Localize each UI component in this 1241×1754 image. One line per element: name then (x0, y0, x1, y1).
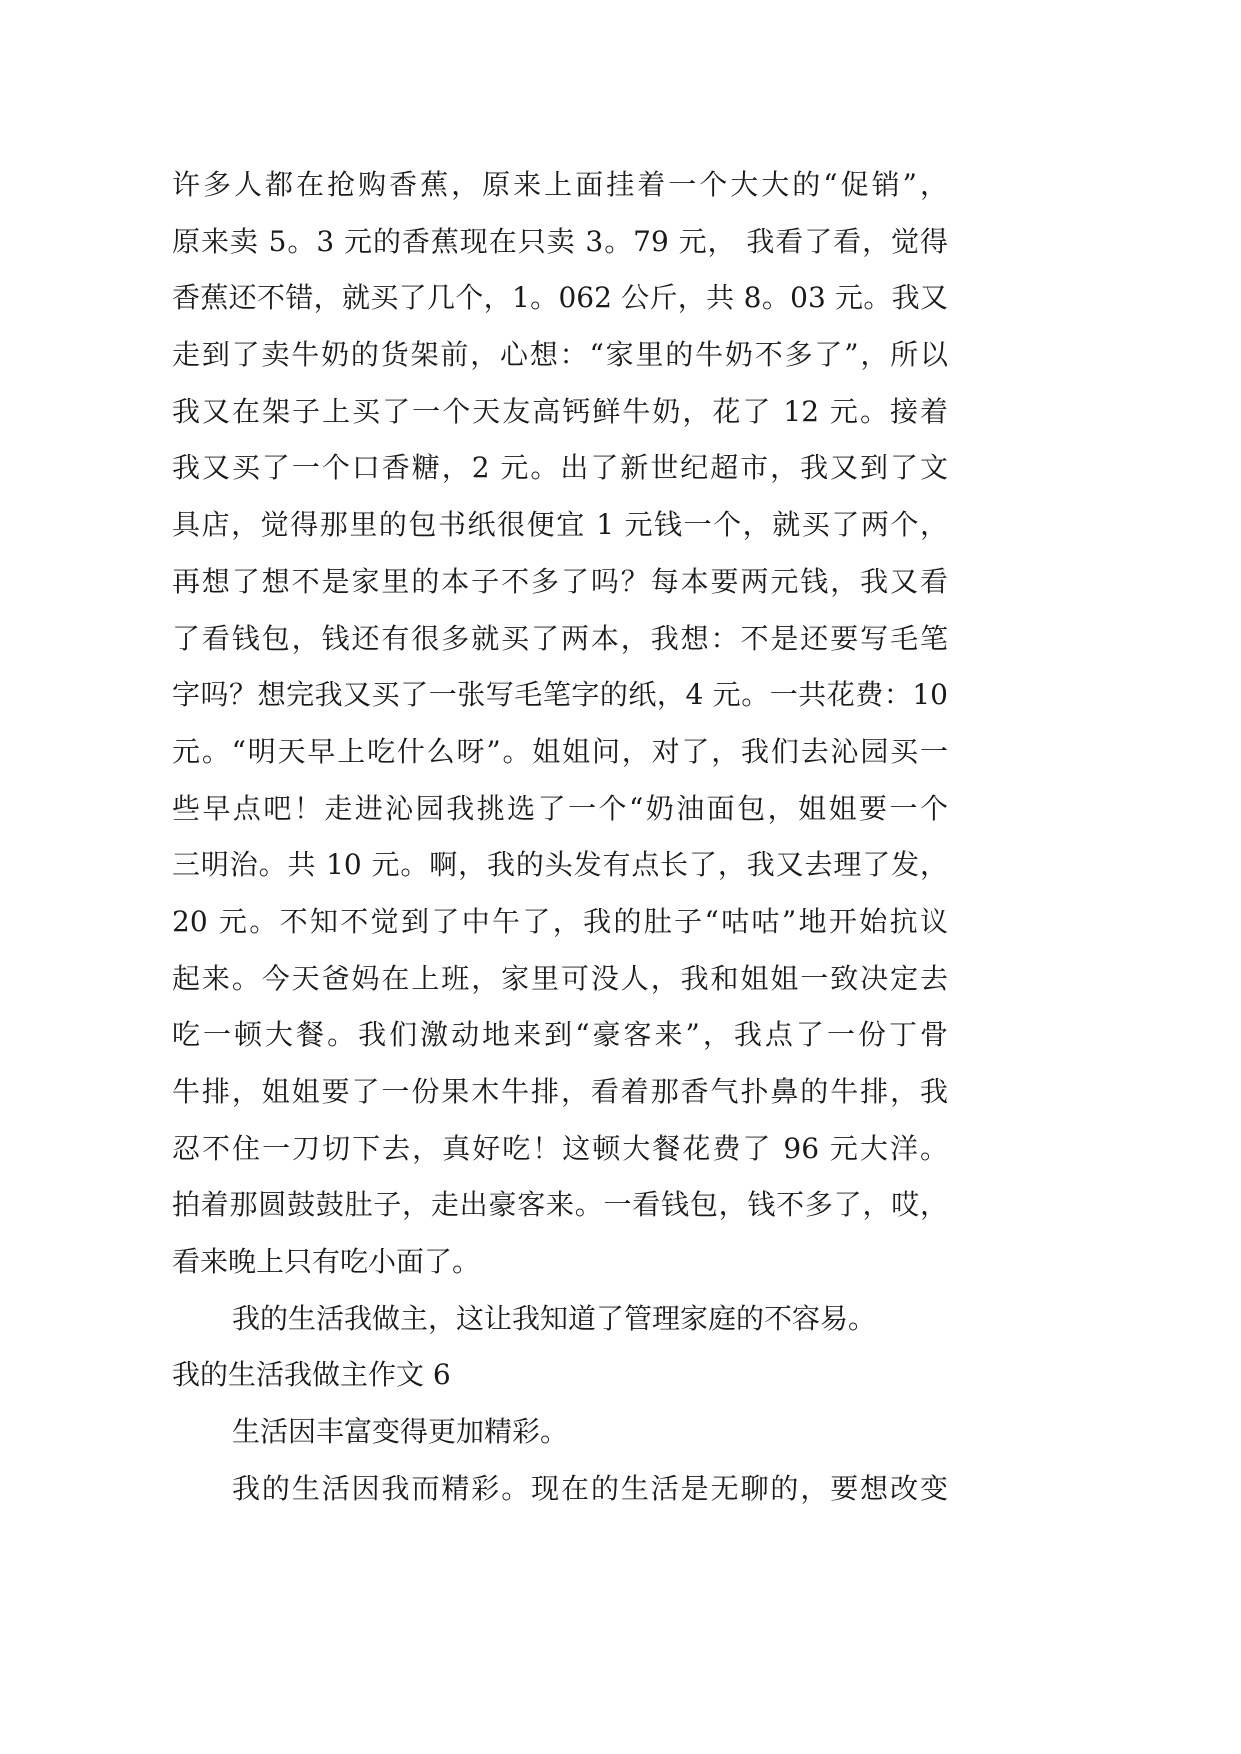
text-line: 吃一顿大餐。我们激动地来到“豪客来”，我点了一份丁骨 (172, 1018, 948, 1052)
closing-paragraph: 我的生活我做主，这让我知道了管理家庭的不容易。 (232, 1301, 877, 1335)
section-heading: 我的生活我做主作文 6 (172, 1358, 451, 1392)
text-line: 些早点吧！走进沁园我挑选了一个“奶油面包，姐姐要一个 (172, 791, 948, 825)
text-line: 许多人都在抢购香蕉，原来上面挂着一个大大的“促销”， (172, 168, 948, 201)
document-body (172, 157, 948, 1518)
text-line: 香蕉还不错，就买了几个，1。062 公斤，共 8。03 元。我又 (172, 281, 948, 315)
text-line: 我又在架子上买了一个天友高钙鲜牛奶，花了 12 元。接着 (172, 394, 948, 428)
text-line: 看来晚上只有吃小面了。 (172, 1245, 481, 1279)
text-line: 元。“明天早上吃什么呀”。姐姐问，对了，我们去沁园买一 (172, 734, 948, 768)
paragraph: 生活因丰富变得更加精彩。 (232, 1415, 569, 1449)
text-line: 走到了卖牛奶的货架前，心想：“家里的牛奶不多了”，所以 (172, 338, 948, 372)
text-line: 原来卖 5。3 元的香蕉现在只卖 3。79 元， 我看了看，觉得 (172, 224, 948, 258)
text-line: 具店，觉得那里的包书纸很便宜 1 元钱一个，就买了两个， (172, 508, 948, 542)
text-line: 再想了想不是家里的本子不多了吗？每本要两元钱，我又看 (172, 564, 948, 598)
text-line: 20 元。不知不觉到了中午了，我的肚子“咕咕”地开始抗议 (172, 904, 948, 938)
text-line: 三明治。共 10 元。啊，我的头发有点长了，我又去理了发， (172, 848, 948, 882)
paragraph: 我的生活因我而精彩。现在的生活是无聊的，要想改变 (232, 1471, 948, 1505)
text-line: 牛排，姐姐要了一份果木牛排，看着那香气扑鼻的牛排，我 (172, 1075, 948, 1108)
text-line: 字吗？想完我又买了一张写毛笔字的纸，4 元。一共花费：10 (172, 678, 948, 712)
text-line: 忍不住一刀切下去，真好吃！这顿大餐花费了 96 元大洋。 (172, 1131, 948, 1165)
text-line: 起来。今天爸妈在上班，家里可没人，我和姐姐一致决定去 (172, 961, 948, 995)
text-line: 拍着那圆鼓鼓肚子，走出豪客来。一看钱包，钱不多了，哎， (172, 1188, 948, 1222)
text-line: 我又买了一个口香糖，2 元。出了新世纪超市，我又到了文 (172, 451, 948, 485)
text-line: 了看钱包，钱还有很多就买了两本，我想：不是还要写毛笔 (172, 621, 948, 655)
